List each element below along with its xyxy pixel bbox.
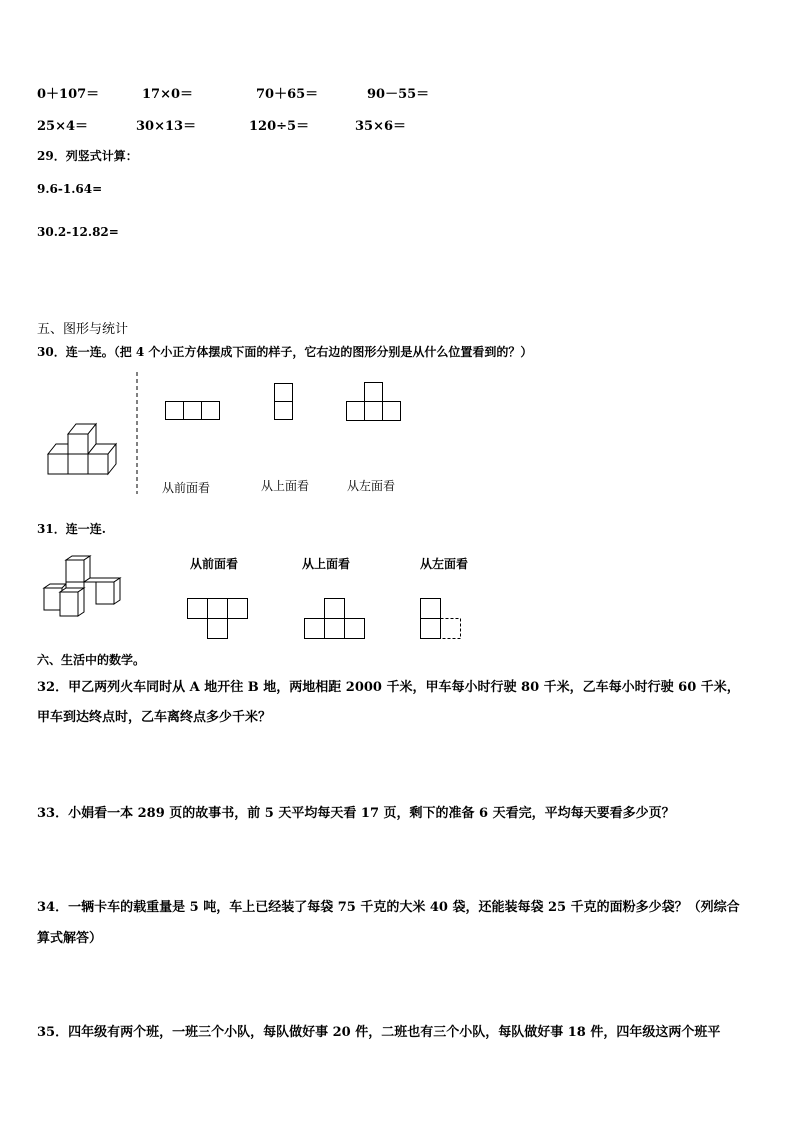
vertical-calc-item: 30.2-12.82= — [37, 225, 119, 239]
view-label: 从前面看 — [162, 481, 211, 495]
stacked-view — [420, 598, 466, 640]
front-view-shape — [165, 401, 222, 421]
question-text: 32．甲乙两列火车同时从 A 地开往 B 地，两地相距 2000 千米，甲车每小时行驶 80 千米，乙车每小时行驶 60 千米， — [37, 680, 740, 695]
t-shape-view — [187, 598, 251, 640]
view-label: 从上面看 — [302, 557, 351, 571]
question-title: 30．连一连。（把 4 个小正方体摆成下面的样子，它右边的图形分别是从什么位置看到的？） — [37, 345, 533, 359]
view-label: 从左面看 — [420, 557, 469, 571]
section-heading: 五、图形与统计 — [37, 322, 129, 337]
section-heading: 六、生活中的数学。 — [37, 653, 146, 667]
calc-item: 90－55＝ — [367, 87, 430, 102]
question-title: 29．列竖式计算： — [37, 149, 138, 163]
question-text: 33．小娟看一本 289 页的故事书，前 5 天平均每天看 17 页，剩下的准备 6 天看完，平均每天要看多少页？ — [37, 806, 675, 821]
top-view-shape — [346, 382, 404, 422]
cube-stack-figure — [46, 420, 126, 480]
question-text: 35．四年级有两个班，一班三个小队，每队做好事 20 件，二班也有三个小队，每队做好事 18 件，四年级这两个班平 — [37, 1025, 721, 1040]
calc-item: 35×6＝ — [355, 119, 407, 134]
view-label: 从前面看 — [190, 557, 239, 571]
view-label: 从上面看 — [261, 479, 310, 493]
question-title: 31．连一连. — [37, 522, 106, 536]
view-label: 从左面看 — [347, 479, 396, 493]
divider-line — [135, 372, 139, 494]
cube-arrangement-figure — [42, 556, 138, 620]
calc-item: 25×4＝ — [37, 119, 89, 134]
calc-item: 0＋107＝ — [37, 87, 100, 102]
question-text: 34．一辆卡车的载重量是 5 吨，车上已经装了每袋 75 千克的大米 40 袋，还能装每袋 25 千克的面粉多少袋？（列综合 — [37, 900, 740, 915]
calc-item: 17×0＝ — [142, 87, 194, 102]
calc-item: 30×13＝ — [136, 119, 197, 134]
calc-item: 120÷5＝ — [249, 119, 310, 134]
side-view-shape — [274, 383, 294, 423]
question-text: 算式解答） — [37, 931, 103, 946]
vertical-calc-item: 9.6-1.64= — [37, 182, 103, 196]
inverted-t-view — [304, 598, 368, 640]
question-text: 甲车到达终点时，乙车离终点多少千米？ — [37, 710, 272, 725]
calc-item: 70＋65＝ — [256, 87, 319, 102]
